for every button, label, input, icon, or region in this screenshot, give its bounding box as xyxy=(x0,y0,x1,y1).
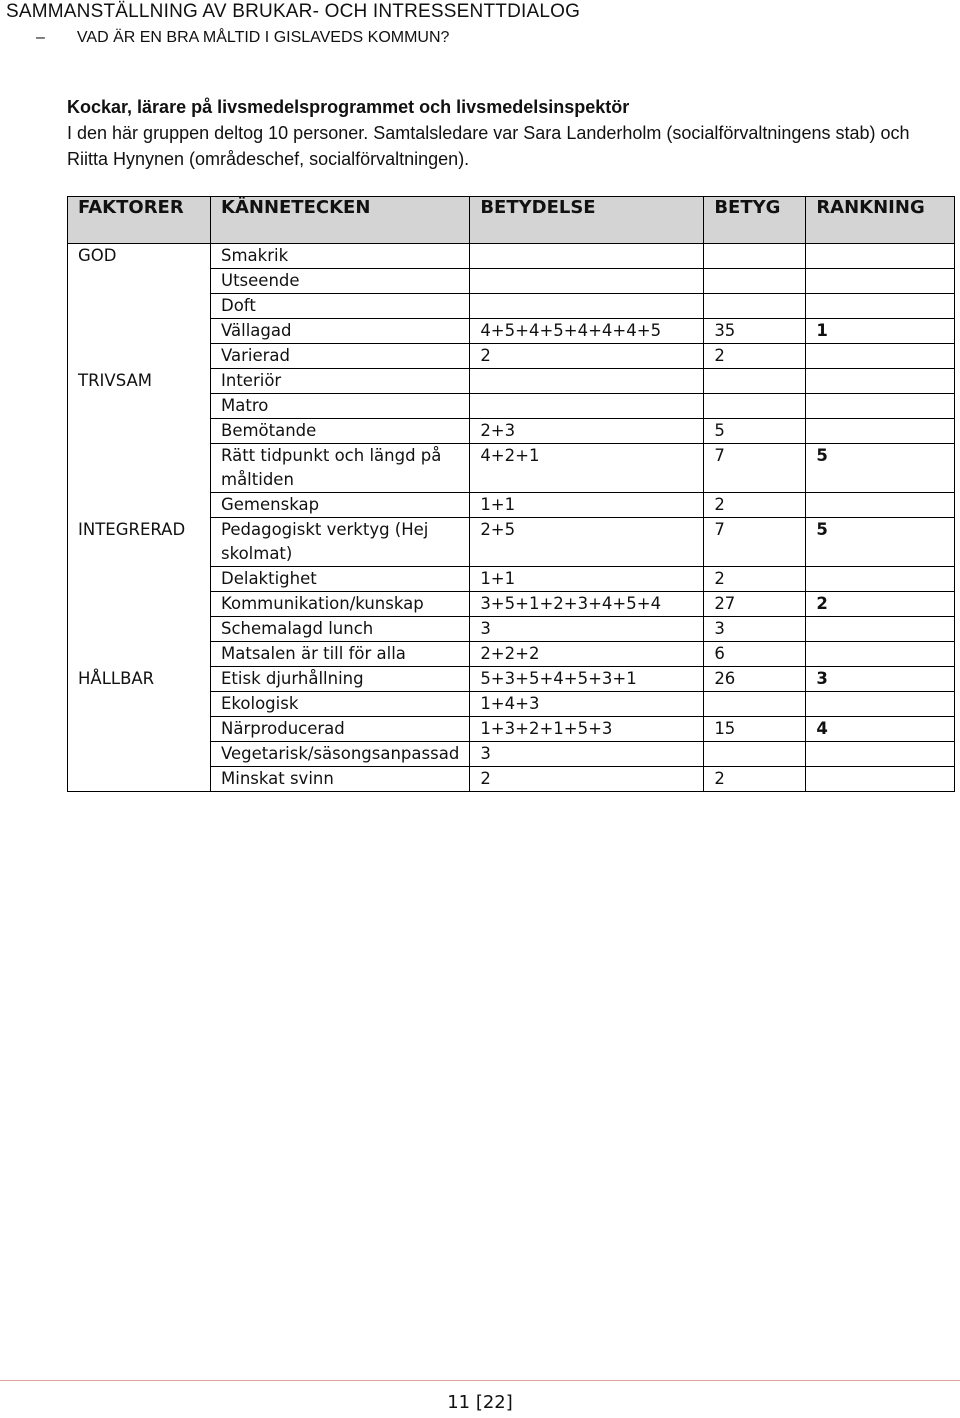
betydelse-cell xyxy=(470,244,704,269)
kannetecken-cell: Närproducerad xyxy=(211,717,470,742)
table-row xyxy=(68,394,955,419)
faktor-cell xyxy=(68,767,211,792)
table-row xyxy=(68,717,955,742)
table-row xyxy=(68,642,955,667)
rankning-cell xyxy=(806,567,955,592)
betyg-cell: 26 xyxy=(704,667,806,692)
faktor-cell xyxy=(68,319,211,344)
table-row xyxy=(68,567,955,592)
table-row xyxy=(68,269,955,294)
table-body xyxy=(68,244,955,792)
betyg-cell: 6 xyxy=(704,642,806,667)
header-dash: – xyxy=(36,29,45,46)
rankning-cell: 3 xyxy=(806,667,955,692)
table-row xyxy=(68,742,955,767)
betydelse-cell xyxy=(470,394,704,419)
betydelse-cell: 3+5+1+2+3+4+5+4 xyxy=(470,592,704,617)
table-header-row xyxy=(68,197,955,244)
faktor-cell xyxy=(68,269,211,294)
header-faktorer: FAKTORER xyxy=(68,197,211,244)
betyg-cell: 7 xyxy=(704,518,806,567)
kannetecken-cell: Minskat svinn xyxy=(211,767,470,792)
rankning-cell: 5 xyxy=(806,444,955,493)
table-row xyxy=(68,344,955,369)
kannetecken-cell: Doft xyxy=(211,294,470,319)
betyg-cell: 27 xyxy=(704,592,806,617)
table-row xyxy=(68,444,955,493)
kannetecken-cell: Matro xyxy=(211,394,470,419)
betydelse-cell: 2 xyxy=(470,767,704,792)
betydelse-cell xyxy=(470,369,704,394)
rankning-cell xyxy=(806,394,955,419)
rankning-cell xyxy=(806,692,955,717)
header-betyg: BETYG xyxy=(704,197,806,244)
betyg-cell: 2 xyxy=(704,567,806,592)
betyg-cell xyxy=(704,692,806,717)
betydelse-cell: 1+4+3 xyxy=(470,692,704,717)
table-row xyxy=(68,767,955,792)
betyg-cell xyxy=(704,742,806,767)
betyg-cell xyxy=(704,244,806,269)
table-row xyxy=(68,667,955,692)
faktor-cell: HÅLLBAR xyxy=(68,667,211,692)
betydelse-cell: 4+5+4+5+4+4+4+5 xyxy=(470,319,704,344)
betyg-cell: 3 xyxy=(704,617,806,642)
section-title: Kockar, lärare på livsmedelsprogrammet och livsmedelsinspektör xyxy=(67,97,630,117)
faktor-cell: TRIVSAM xyxy=(68,369,211,394)
rankning-cell: 4 xyxy=(806,717,955,742)
faktor-cell xyxy=(68,444,211,493)
table-row xyxy=(68,617,955,642)
rankning-cell xyxy=(806,617,955,642)
kannetecken-cell: Rätt tidpunkt och längd på måltiden xyxy=(211,444,470,493)
kannetecken-cell: Schemalagd lunch xyxy=(211,617,470,642)
ranking-table xyxy=(67,196,955,792)
kannetecken-cell: Kommunikation/kunskap xyxy=(211,592,470,617)
betyg-cell: 2 xyxy=(704,767,806,792)
kannetecken-cell: Utseende xyxy=(211,269,470,294)
betydelse-cell: 2+2+2 xyxy=(470,642,704,667)
rankning-cell: 1 xyxy=(806,319,955,344)
table-row xyxy=(68,592,955,617)
rankning-cell xyxy=(806,244,955,269)
table-row xyxy=(68,369,955,394)
kannetecken-cell: Interiör xyxy=(211,369,470,394)
footer-rule xyxy=(0,1380,960,1381)
table-row xyxy=(68,493,955,518)
faktor-cell xyxy=(68,567,211,592)
kannetecken-cell: Pedagogiskt verktyg (Hej skolmat) xyxy=(211,518,470,567)
table-row xyxy=(68,518,955,567)
rankning-cell: 2 xyxy=(806,592,955,617)
table-row xyxy=(68,294,955,319)
rankning-cell xyxy=(806,344,955,369)
kannetecken-cell: Ekologisk xyxy=(211,692,470,717)
betyg-cell: 7 xyxy=(704,444,806,493)
kannetecken-cell: Etisk djurhållning xyxy=(211,667,470,692)
rankning-cell xyxy=(806,294,955,319)
rankning-cell xyxy=(806,642,955,667)
betyg-cell: 15 xyxy=(704,717,806,742)
betyg-cell xyxy=(704,294,806,319)
rankning-cell xyxy=(806,742,955,767)
betydelse-cell: 1+3+2+1+5+3 xyxy=(470,717,704,742)
rankning-cell xyxy=(806,419,955,444)
document-header-subtitle xyxy=(36,28,449,48)
betydelse-cell: 2+3 xyxy=(470,419,704,444)
rankning-cell xyxy=(806,767,955,792)
faktor-cell xyxy=(68,419,211,444)
betydelse-cell: 1+1 xyxy=(470,567,704,592)
betydelse-cell xyxy=(470,294,704,319)
kannetecken-cell: Matsalen är till för alla xyxy=(211,642,470,667)
kannetecken-cell: Bemötande xyxy=(211,419,470,444)
table-row xyxy=(68,244,955,269)
header-subtitle-text: VAD ÄR EN BRA MÅLTID I GISLAVEDS KOMMUN? xyxy=(76,29,450,46)
faktor-cell: INTEGRERAD xyxy=(68,518,211,567)
header-rankning: RANKNING xyxy=(806,197,955,244)
kannetecken-cell: Vegetarisk/säsongsanpassad xyxy=(211,742,470,767)
table-row xyxy=(68,692,955,717)
rankning-cell xyxy=(806,269,955,294)
betyg-cell xyxy=(704,269,806,294)
betydelse-cell: 3 xyxy=(470,617,704,642)
table-row xyxy=(68,419,955,444)
kannetecken-cell: Smakrik xyxy=(211,244,470,269)
header-kannetecken: KÄNNETECKEN xyxy=(211,197,470,244)
kannetecken-cell: Vällagad xyxy=(211,319,470,344)
faktor-cell xyxy=(68,717,211,742)
kannetecken-cell: Delaktighet xyxy=(211,567,470,592)
kannetecken-cell: Gemenskap xyxy=(211,493,470,518)
betydelse-cell: 2 xyxy=(470,344,704,369)
kannetecken-cell: Varierad xyxy=(211,344,470,369)
rankning-cell: 5 xyxy=(806,518,955,567)
faktor-cell xyxy=(68,692,211,717)
faktor-cell: GOD xyxy=(68,244,211,269)
betydelse-cell: 5+3+5+4+5+3+1 xyxy=(470,667,704,692)
betyg-cell xyxy=(704,394,806,419)
section-intro: I den här gruppen deltog 10 personer. Samtalsledare var Sara Landerholm (socialförvaltningens stab) och Riitta Hynynen (områdeschef, socialförvaltningen). xyxy=(67,123,910,169)
page-number: 11 [22] xyxy=(447,1392,513,1413)
betyg-cell: 2 xyxy=(704,344,806,369)
header-betydelse: BETYDELSE xyxy=(470,197,704,244)
betyg-cell xyxy=(704,369,806,394)
rankning-cell xyxy=(806,493,955,518)
betyg-cell: 2 xyxy=(704,493,806,518)
table-row xyxy=(68,319,955,344)
betydelse-cell: 3 xyxy=(470,742,704,767)
betydelse-cell: 2+5 xyxy=(470,518,704,567)
faktor-cell xyxy=(68,344,211,369)
betydelse-cell xyxy=(470,269,704,294)
faktor-cell xyxy=(68,493,211,518)
document-header-title: SAMMANSTÄLLNING AV BRUKAR- OCH INTRESSENTTDIALOG xyxy=(6,1,581,22)
faktor-cell xyxy=(68,642,211,667)
faktor-cell xyxy=(68,742,211,767)
betydelse-cell: 1+1 xyxy=(470,493,704,518)
faktor-cell xyxy=(68,617,211,642)
faktor-cell xyxy=(68,592,211,617)
betyg-cell: 5 xyxy=(704,419,806,444)
faktor-cell xyxy=(68,394,211,419)
betydelse-cell: 4+2+1 xyxy=(470,444,704,493)
betyg-cell: 35 xyxy=(704,319,806,344)
faktor-cell xyxy=(68,294,211,319)
rankning-cell xyxy=(806,369,955,394)
